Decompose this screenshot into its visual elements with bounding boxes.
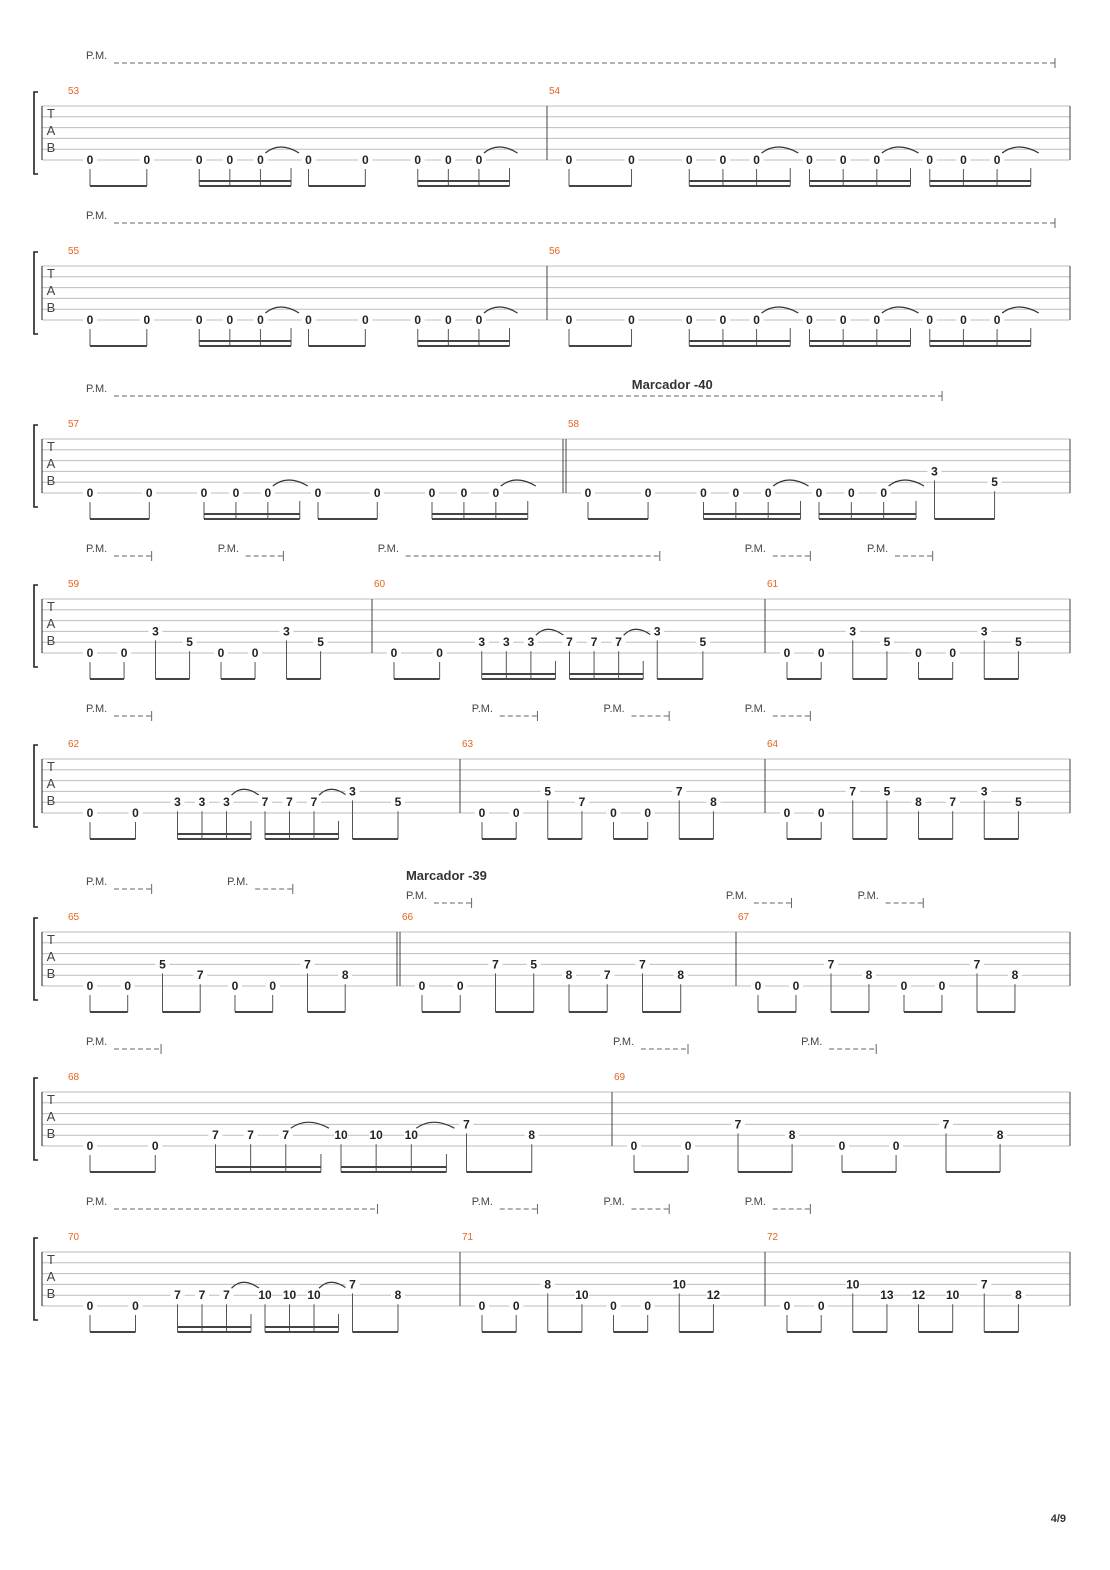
fret-number: 0: [120, 646, 128, 660]
fret-number: 12: [911, 1288, 926, 1303]
fret-number: 0: [200, 486, 208, 500]
fret-number: 0: [361, 313, 369, 327]
fret-number: 0: [719, 313, 727, 327]
tie-arc: [762, 307, 799, 313]
tie-arc: [232, 1282, 260, 1288]
fret-number: 0: [960, 153, 967, 167]
tab-clef-letter: T: [47, 1252, 55, 1267]
fret-number: 0: [86, 486, 94, 500]
fret-number: 7: [286, 795, 293, 810]
fret-number: 0: [628, 153, 635, 167]
fret-number: 8: [677, 968, 685, 983]
fret-number: 3: [478, 635, 486, 650]
fret-number: 0: [806, 153, 813, 167]
fret-number: 5: [186, 635, 193, 650]
fret-number: 0: [847, 486, 855, 500]
fret-number: 7: [949, 795, 957, 810]
fret-number: 8: [341, 968, 349, 983]
tie-arc: [501, 480, 536, 486]
fret-number: 0: [644, 486, 652, 500]
measure-number: 66: [402, 912, 414, 923]
fret-number: 0: [86, 313, 94, 327]
fret-number: 7: [247, 1128, 254, 1143]
fret-number: 0: [217, 646, 225, 660]
fret-number: 0: [926, 313, 934, 327]
fret-number: 3: [502, 635, 510, 650]
fret-number: 7: [827, 957, 835, 972]
palm-mute-label: P.M.: [377, 543, 399, 555]
fret-number: 0: [143, 313, 151, 327]
fret-number: 10: [575, 1288, 589, 1303]
fret-number: 7: [639, 957, 646, 972]
system-bracket: [34, 425, 38, 507]
fret-number: 0: [817, 806, 825, 820]
fret-number: 3: [931, 464, 938, 479]
tab-clef-letter: B: [46, 633, 56, 648]
measure-number: 67: [738, 912, 750, 923]
fret-number: 7: [675, 784, 683, 799]
fret-number: 7: [223, 1288, 230, 1303]
measure-number: 60: [374, 579, 386, 590]
tab-clef-letter: A: [46, 616, 56, 631]
fret-number: 0: [783, 646, 791, 660]
fret-number: 0: [512, 806, 520, 820]
fret-number: 0: [460, 486, 468, 500]
tab-clef-letter: A: [46, 949, 56, 964]
fret-number: 0: [132, 806, 139, 820]
palm-mute-label: P.M.: [405, 890, 428, 902]
fret-number: 0: [86, 1299, 94, 1313]
fret-number: 0: [644, 806, 652, 820]
fret-number: 0: [414, 153, 422, 167]
fret-number: 0: [143, 153, 151, 167]
tie-arc: [882, 307, 919, 313]
tab-clef-letter: B: [46, 473, 56, 488]
fret-number: 5: [159, 957, 166, 972]
palm-mute-label: P.M.: [725, 890, 748, 902]
fret-number: 0: [700, 486, 707, 500]
fret-number: 7: [261, 795, 269, 810]
fret-number: 0: [414, 313, 422, 327]
measure-number: 65: [68, 912, 80, 923]
fret-number: 7: [980, 1277, 988, 1292]
fret-number: 3: [174, 795, 181, 810]
tab-clef-letter: A: [46, 1269, 56, 1284]
tie-arc: [319, 1282, 347, 1288]
tab-clef-letter: A: [46, 123, 56, 138]
fret-number: 5: [317, 635, 324, 650]
fret-number: 0: [685, 153, 693, 167]
fret-number: 0: [873, 153, 881, 167]
fret-number: 0: [817, 1299, 825, 1313]
tab-clef-letter: T: [47, 932, 55, 947]
palm-mute-label: P.M.: [612, 1036, 635, 1048]
tie-arc: [773, 480, 808, 486]
section-marker: Marcador -39: [405, 868, 487, 883]
tie-arc: [484, 147, 518, 153]
measure-number: 61: [767, 579, 779, 590]
fret-number: 0: [373, 486, 381, 500]
system-bracket: [34, 252, 38, 334]
fret-number: 0: [195, 153, 203, 167]
system-bracket: [34, 918, 38, 1000]
fret-number: 3: [527, 635, 535, 650]
fret-number: 10: [307, 1288, 321, 1303]
palm-mute-label: P.M.: [86, 876, 108, 888]
measure-number: 55: [68, 246, 80, 257]
fret-number: 7: [590, 635, 598, 650]
measure-number: 59: [68, 579, 80, 590]
system-bracket: [34, 585, 38, 667]
fret-number: 3: [980, 784, 988, 799]
tie-arc: [762, 147, 799, 153]
fret-number: 3: [349, 784, 356, 799]
fret-number: 8: [788, 1128, 796, 1143]
fret-number: 7: [734, 1117, 742, 1132]
tab-clef-letter: B: [46, 1126, 56, 1141]
palm-mute-label: P.M.: [86, 210, 108, 222]
fret-number: 12: [706, 1288, 721, 1303]
fret-number: 0: [132, 1299, 139, 1313]
palm-mute-label: P.M.: [86, 1036, 108, 1048]
fret-number: 0: [305, 313, 312, 327]
palm-mute-label: P.M.: [867, 543, 889, 555]
fret-number: 0: [764, 486, 772, 500]
fret-number: 7: [196, 968, 204, 983]
palm-mute-label: P.M.: [471, 703, 494, 715]
fret-number: 3: [152, 624, 159, 639]
fret-number: 0: [838, 1139, 846, 1153]
fret-number: 0: [806, 313, 813, 327]
tab-clef-letter: T: [47, 1092, 55, 1107]
measure-number: 63: [462, 739, 474, 750]
measure-number: 56: [549, 246, 561, 257]
fret-number: 0: [817, 646, 825, 660]
fret-number: 0: [815, 486, 823, 500]
fret-number: 5: [883, 635, 891, 650]
fret-number: 0: [444, 313, 452, 327]
palm-mute-label: P.M.: [86, 383, 108, 395]
tie-arc: [882, 147, 919, 153]
tie-arc: [624, 629, 652, 635]
tie-arc: [1002, 307, 1039, 313]
fret-number: 0: [839, 153, 847, 167]
tab-clef-letter: A: [46, 456, 56, 471]
fret-number: 0: [610, 1299, 617, 1313]
fret-number: 3: [198, 795, 206, 810]
fret-number: 7: [566, 635, 573, 650]
fret-number: 0: [754, 979, 762, 993]
fret-number: 5: [544, 784, 552, 799]
fret-number: 0: [873, 313, 881, 327]
fret-number: 0: [86, 806, 94, 820]
fret-number: 0: [124, 979, 132, 993]
fret-number: 0: [86, 1139, 94, 1153]
measure-number: 64: [767, 739, 779, 750]
fret-number: 0: [753, 313, 760, 327]
fret-number: 3: [283, 624, 290, 639]
tab-clef-letter: A: [46, 1109, 56, 1124]
tab-clef-letter: A: [46, 283, 56, 298]
palm-mute-label: P.M.: [86, 50, 108, 62]
palm-mute-label: P.M.: [471, 1196, 494, 1208]
fret-number: 5: [699, 635, 707, 650]
fret-number: 0: [305, 153, 312, 167]
fret-number: 0: [644, 1299, 652, 1313]
fret-number: 0: [232, 486, 240, 500]
fret-number: 10: [404, 1128, 418, 1143]
fret-number: 0: [949, 646, 957, 660]
fret-number: 3: [849, 624, 857, 639]
fret-number: 0: [938, 979, 946, 993]
fret-number: 5: [530, 957, 538, 972]
palm-mute-label: P.M.: [86, 1196, 108, 1208]
fret-number: 3: [223, 795, 230, 810]
fret-number: 0: [892, 1139, 900, 1153]
section-marker: Marcador -40: [631, 377, 713, 392]
tab-clef-letter: B: [46, 793, 56, 808]
fret-number: 0: [478, 806, 486, 820]
fret-number: 7: [463, 1117, 470, 1132]
measure-number: 72: [767, 1232, 779, 1243]
fret-number: 0: [478, 1299, 486, 1313]
fret-number: 7: [282, 1128, 290, 1143]
fret-number: 8: [544, 1277, 552, 1292]
fret-number: 0: [753, 153, 760, 167]
system-bracket: [34, 92, 38, 174]
fret-number: 7: [349, 1277, 356, 1292]
fret-number: 7: [942, 1117, 950, 1132]
tie-arc: [416, 1122, 454, 1128]
fret-number: 10: [946, 1288, 960, 1303]
fret-number: 0: [226, 153, 234, 167]
fret-number: 0: [195, 313, 203, 327]
fret-number: 8: [528, 1128, 536, 1143]
fret-number: 0: [390, 646, 398, 660]
fret-number: 5: [1015, 635, 1022, 650]
fret-number: 0: [719, 153, 727, 167]
fret-number: 8: [996, 1128, 1004, 1143]
fret-number: 3: [653, 624, 661, 639]
fret-number: 0: [231, 979, 239, 993]
fret-number: 13: [880, 1288, 894, 1303]
fret-number: 7: [310, 795, 318, 810]
palm-mute-label: P.M.: [603, 1196, 625, 1208]
palm-mute-label: P.M.: [227, 876, 249, 888]
tie-arc: [265, 307, 299, 313]
fret-number: 8: [565, 968, 573, 983]
page-number: 4/9: [1050, 1513, 1066, 1525]
fret-number: 7: [174, 1288, 181, 1303]
fret-number: 0: [792, 979, 800, 993]
tie-arc: [319, 789, 347, 795]
tie-arc: [232, 789, 260, 795]
fret-number: 8: [1015, 1288, 1022, 1303]
fret-number: 0: [584, 486, 592, 500]
measure-number: 71: [462, 1232, 474, 1243]
fret-number: 7: [603, 968, 611, 983]
tie-arc: [484, 307, 518, 313]
tie-arc: [889, 480, 924, 486]
fret-number: 0: [512, 1299, 520, 1313]
fret-number: 7: [578, 795, 586, 810]
fret-number: 0: [993, 153, 1001, 167]
tab-clef-letter: T: [47, 599, 55, 614]
fret-number: 0: [226, 313, 234, 327]
tab-clef-letter: T: [47, 759, 55, 774]
measure-number: 70: [68, 1232, 80, 1243]
fret-number: 0: [926, 153, 934, 167]
fret-number: 10: [672, 1277, 686, 1292]
tab-clef-letter: T: [47, 266, 55, 281]
tab-clef-letter: B: [46, 966, 56, 981]
fret-number: 0: [269, 979, 277, 993]
tab-clef-letter: T: [47, 439, 55, 454]
fret-number: 0: [86, 646, 94, 660]
palm-mute-label: P.M.: [801, 1036, 823, 1048]
fret-number: 7: [198, 1288, 206, 1303]
fret-number: 0: [86, 979, 94, 993]
system-bracket: [34, 745, 38, 827]
fret-number: 10: [846, 1277, 860, 1292]
palm-mute-label: P.M.: [744, 543, 766, 555]
palm-mute-label: P.M.: [86, 703, 108, 715]
fret-number: 10: [369, 1128, 383, 1143]
fret-number: 0: [915, 646, 922, 660]
fret-number: 5: [991, 475, 998, 490]
tie-arc: [265, 147, 299, 153]
fret-number: 0: [361, 153, 369, 167]
fret-number: 5: [883, 784, 891, 799]
tie-arc: [536, 629, 564, 635]
fret-number: 0: [993, 313, 1001, 327]
tab-clef-letter: B: [46, 140, 56, 155]
fret-number: 0: [456, 979, 464, 993]
fret-number: 7: [973, 957, 981, 972]
measure-number: 54: [549, 86, 561, 97]
fret-number: 0: [960, 313, 967, 327]
palm-mute-label: P.M.: [86, 543, 108, 555]
measure-number: 68: [68, 1072, 80, 1083]
fret-number: 0: [314, 486, 322, 500]
palm-mute-label: P.M.: [744, 703, 766, 715]
fret-number: 3: [980, 624, 988, 639]
palm-mute-label: P.M.: [603, 703, 625, 715]
fret-number: 0: [418, 979, 426, 993]
system-bracket: [34, 1238, 38, 1320]
palm-mute-label: P.M.: [217, 543, 239, 555]
fret-number: 8: [865, 968, 873, 983]
fret-number: 5: [1015, 795, 1022, 810]
measure-number: 62: [68, 739, 80, 750]
fret-number: 0: [428, 486, 436, 500]
measure-number: 69: [614, 1072, 626, 1083]
fret-number: 0: [475, 313, 483, 327]
fret-number: 0: [257, 313, 264, 327]
fret-number: 8: [710, 795, 717, 810]
tie-arc: [273, 480, 308, 486]
system-bracket: [34, 1078, 38, 1160]
fret-number: 5: [394, 795, 402, 810]
fret-number: 10: [258, 1288, 272, 1303]
fret-number: 7: [615, 635, 622, 650]
fret-number: 0: [264, 486, 272, 500]
tie-arc: [1002, 147, 1039, 153]
fret-number: 0: [783, 806, 791, 820]
fret-number: 8: [394, 1288, 402, 1303]
fret-number: 0: [685, 313, 693, 327]
fret-number: 7: [304, 957, 311, 972]
fret-number: 0: [565, 313, 573, 327]
fret-number: 7: [849, 784, 857, 799]
fret-number: 0: [492, 486, 500, 500]
fret-number: 0: [436, 646, 443, 660]
measure-number: 53: [68, 86, 80, 97]
fret-number: 7: [492, 957, 499, 972]
fret-number: 0: [565, 153, 573, 167]
measure-number: 57: [68, 419, 80, 430]
fret-number: 0: [257, 153, 264, 167]
fret-number: 0: [900, 979, 908, 993]
fret-number: 8: [915, 795, 922, 810]
tab-clef-letter: A: [46, 776, 56, 791]
fret-number: 0: [684, 1139, 692, 1153]
tab-clef-letter: T: [47, 106, 55, 121]
fret-number: 0: [444, 153, 452, 167]
palm-mute-label: P.M.: [857, 890, 879, 902]
fret-number: 0: [839, 313, 847, 327]
tab-clef-letter: B: [46, 1286, 56, 1301]
fret-number: 0: [251, 646, 259, 660]
fret-number: 0: [783, 1299, 791, 1313]
fret-number: 0: [145, 486, 153, 500]
fret-number: 0: [151, 1139, 159, 1153]
fret-number: 0: [880, 486, 888, 500]
fret-number: 0: [86, 153, 94, 167]
fret-number: 0: [610, 806, 617, 820]
fret-number: 0: [630, 1139, 638, 1153]
measure-number: 58: [568, 419, 580, 430]
fret-number: 8: [1011, 968, 1019, 983]
fret-number: 0: [732, 486, 740, 500]
tab-clef-letter: B: [46, 300, 56, 315]
fret-number: 10: [282, 1288, 297, 1303]
fret-number: 10: [334, 1128, 348, 1143]
fret-number: 0: [475, 153, 483, 167]
fret-number: 0: [628, 313, 635, 327]
fret-number: 7: [212, 1128, 219, 1143]
palm-mute-label: P.M.: [744, 1196, 766, 1208]
tie-arc: [291, 1122, 329, 1128]
